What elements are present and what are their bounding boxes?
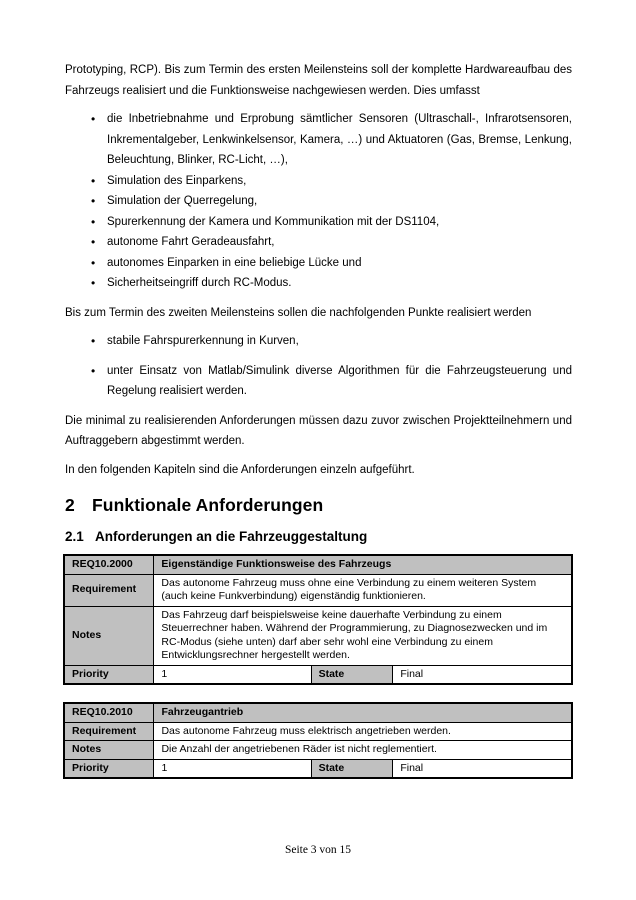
priority-value-cell: 1	[154, 665, 311, 684]
notes-value-cell: Die Anzahl der angetriebenen Räder ist nicht reglementiert.	[154, 741, 572, 760]
priority-value-cell: 1	[154, 759, 311, 778]
priority-label-cell: Priority	[64, 759, 154, 778]
subsection-heading	[65, 529, 572, 544]
state-value-cell: Final	[393, 759, 572, 778]
requirement-value-cell: Das autonome Fahrzeug muss elektrisch angetrieben werden.	[154, 722, 572, 741]
notes-value-cell: Das Fahrzeug darf beispielsweise keine dauerhafte Verbindung zu einem Steuerrechner haben. Während der Programmierung, zu Diagnosezwecken und im RC-Modus (siehe unten) darf aber sehr wohl eine Verbindung zu einem Entwicklungsrechner hergestellt werden.	[154, 606, 572, 665]
priority-label-cell: Priority	[64, 665, 154, 684]
table-row	[64, 665, 572, 684]
subsection-number: 2.1	[65, 529, 84, 544]
requirement-label-cell: Requirement	[64, 722, 154, 741]
intro-paragraph-1: Prototyping, RCP). Bis zum Termin des ersten Meilensteins soll der komplette Hardwareaufbau des Fahrzeugs realisiert und die Funktionsweise nachgewiesen werden. Dies umfasst	[65, 64, 572, 97]
req-title-cell: Fahrzeugantrieb	[154, 703, 572, 722]
requirement-value-cell: Das autonome Fahrzeug muss ohne eine Verbindung zu einem weiteren System (auch keine Funkverbindung) eigenständig funktionieren.	[154, 574, 572, 606]
table-row	[64, 574, 572, 606]
bullet-item: • autonomes Einparken in eine beliebige Lücke und	[91, 253, 572, 274]
table-row	[64, 741, 572, 760]
table-row	[64, 555, 572, 574]
req-id-cell: REQ10.2000	[64, 555, 154, 574]
bullet-item: • Simulation der Querregelung,	[91, 191, 572, 212]
req-title-cell: Eigenständige Funktionsweise des Fahrzeugs	[154, 555, 572, 574]
section-heading	[65, 495, 572, 516]
table-row	[64, 606, 572, 665]
section-number: 2	[65, 495, 75, 515]
notes-label-cell: Notes	[64, 606, 154, 665]
table-row	[64, 722, 572, 741]
subsection-title: Anforderungen an die Fahrzeuggestaltung	[95, 529, 368, 544]
milestone2-bullet-list	[65, 331, 572, 402]
state-value-cell: Final	[393, 665, 572, 684]
state-label-cell: State	[311, 759, 393, 778]
page-footer: Seite 3 von 15	[284, 844, 352, 856]
bullet-item: • Spurerkennung der Kamera und Kommunikation mit der DS1104,	[91, 212, 572, 233]
milestone1-bullet-list	[65, 109, 572, 294]
requirement-label-cell: Requirement	[64, 574, 154, 606]
state-label-cell: State	[311, 665, 393, 684]
req-id-cell: REQ10.2010	[64, 703, 154, 722]
intro-paragraph-2: Bis zum Termin des zweiten Meilensteins sollen die nachfolgenden Punkte realisiert werden	[65, 306, 532, 319]
bullet-item: • die Inbetriebnahme und Erprobung sämtlicher Sensoren (Ultraschall-, Infrarotsensoren, Inkrementalgeber, Lenkwinkelsensor, Kamera, …) und Aktuatoren (Gas, Bremse, Lenkung, Beleuchtung, Blinker, RC-Licht, …),	[91, 109, 572, 171]
requirement-table-req10-2010	[63, 702, 573, 779]
bullet-item: • Simulation des Einparkens,	[91, 171, 572, 192]
table-row	[64, 759, 572, 778]
section-title: Funktionale Anforderungen	[92, 495, 324, 515]
bullet-item: • unter Einsatz von Matlab/Simulink diverse Algorithmen für die Fahrzeugsteuerung und Regelung realisiert werden.	[91, 361, 572, 402]
intro-paragraph-3: Die minimal zu realisierenden Anforderungen müssen dazu zuvor zwischen Projektteilnehmern und Auftraggebern abgestimmt werden.	[65, 414, 572, 447]
requirement-table-req10-2000	[63, 554, 573, 685]
intro-paragraph-4: In den folgenden Kapiteln sind die Anforderungen einzeln aufgeführt.	[65, 463, 415, 476]
bullet-item: • Sicherheitseingriff durch RC-Modus.	[91, 273, 572, 294]
notes-label-cell: Notes	[64, 741, 154, 760]
bullet-item: • autonome Fahrt Geradeausfahrt,	[91, 232, 572, 253]
table-row	[64, 703, 572, 722]
bullet-item: • stabile Fahrspurerkennung in Kurven,	[91, 331, 572, 352]
